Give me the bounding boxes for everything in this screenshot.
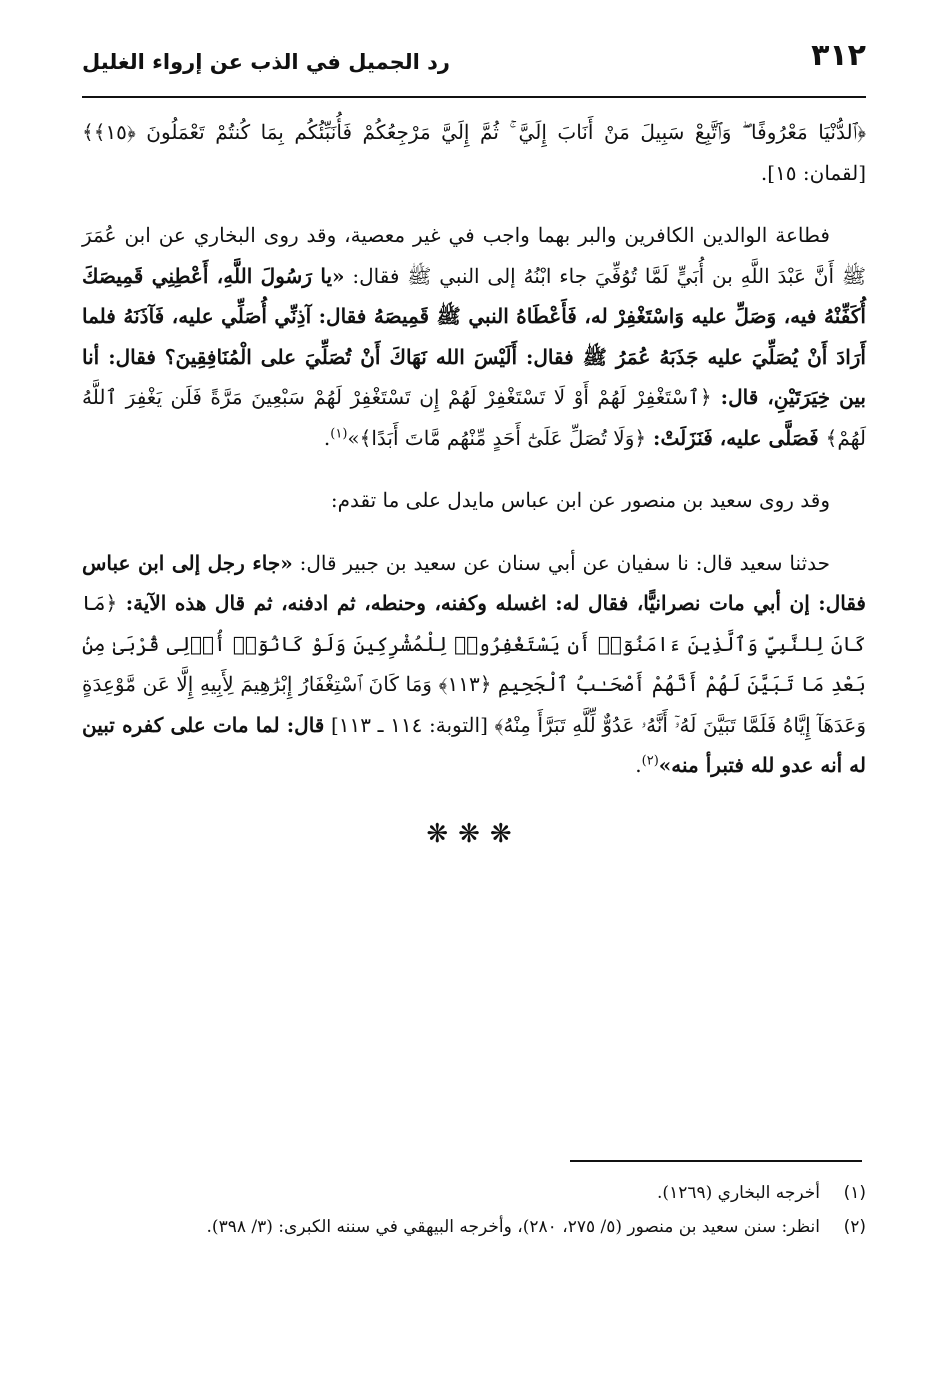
footnotes: [82, 1178, 866, 1246]
header-rule: [82, 96, 866, 98]
hadith-text: فَصَلَّى عليه، فَنَزَلَتْ:: [646, 425, 826, 450]
quran-verse: ﴿ٱسْتَغْفِرْ لَهُمْ أَوْ لَا تَسْتَغْفِرْ لَهُمْ إِن تَسْتَغْفِرْ لَهُمْ سَبْعِينَ مَرَّةً فَلَن يَغْفِرَ ٱللَّهُ لَهُمْ﴾: [82, 385, 866, 450]
section-ornament-icon: ❋❋❋: [426, 818, 522, 849]
paragraph-text: فطاعة الوالدين الكافرين والبر بهما واجب في غير معصية، وقد روى البخاري عن ابن عُمَرَ ﷺ أَنَّ عَبْدَ اللَّهِ بن أُبَيٍّ لَمَّا تُوُفِّيَ جاء ابْنُهُ إلى النبي ﷺ فقال:: [82, 223, 866, 288]
paragraph-isnad: [82, 543, 866, 786]
paragraph-verse-continuation: [82, 112, 866, 193]
quote-close: »: [347, 425, 360, 450]
paragraph-said-ibn-mansur: وقد روى سعيد بن منصور عن ابن عباس مايدل على ما تقدم:: [330, 488, 830, 512]
footnote-number: (٢): [843, 1217, 866, 1237]
sentence-end: .: [323, 425, 331, 450]
footnote-rule: [570, 1160, 862, 1162]
footnote-item: [82, 1178, 866, 1208]
footnote-marker: (٢): [641, 753, 659, 769]
quran-verse: ﴿مَا كَانَ لِلنَّبِيِّ وَٱلَّذِينَ ءَامَنُوٓا۟ أَن يَسْتَغْفِرُوا۟ لِلْمُشْرِكِينَ وَلَوْ كَانُوٓا۟ أُو۟لِى قُرْبَىٰ مِنۢ بَعْدِ مَا تَبَيَّنَ لَهُمْ أَنَّهُمْ أَصْحَـٰبُ ٱلْجَحِيمِ ﴿١١٣﴾ وَمَا كَانَ ٱسْتِغْفَارُ إِبْرَٰهِيمَ لِأَبِيهِ إِلَّا عَن مَّوْعِدَةٍ وَعَدَهَآ إِيَّاهُ فَلَمَّا تَبَيَّنَ لَهُۥٓ أَنَّهُۥ عَدُوٌّ لِّلَّهِ تَبَرَّأَ مِنْهُ﴾: [82, 591, 866, 737]
footnote-item: [82, 1212, 866, 1242]
running-title: رد الجميل في الذب عن إرواء الغليل: [82, 50, 451, 74]
hadith-text: قال: لما مات على كفره تبين له أنه عدو لله فتبرأ منه»: [82, 712, 866, 777]
verse-reference: [التوبة: ١١٤ ـ ١١٣]: [324, 712, 495, 737]
page-header: [82, 38, 866, 88]
footnote-number: (١): [843, 1183, 866, 1203]
quran-verse: ﴿ٱلدُّنْيَا مَعْرُوفًا ۖ وَٱتَّبِعْ سَبِيلَ مَنْ أَنَابَ إِلَيَّ ۚ ثُمَّ إِلَيَّ مَرْجِعُكُمْ فَأُنَبِّئُكُم بِمَا كُنتُمْ تَعْمَلُونَ ﴿١٥﴾﴾: [82, 120, 866, 144]
paragraph-hadith-bukhari: [82, 215, 866, 458]
hadith-text: «يا رَسُولَ اللَّهِ، أَعْطِنِي قَمِيصَكَ أُكَفِّنْهُ فيه، وَصَلِّ عليه وَاسْتَغْفِرْ له، فَأَعْطَاهُ النبي ﷺ قَمِيصَهُ فقال: آذِنِّي أُصَلِّي عليه، فَآذَنَهُ فلما أَرَادَ أَنْ يُصَلِّيَ عليه جَذَبَهُ عُمَرُ ﷺ فقال: أَلَيْسَ الله نَهَاكَ أَنْ تُصَلِّيَ على الْمُنَافِقِينَ؟ فقال: أنا بين خِيَرَتَيْنِ، قال:: [82, 263, 866, 409]
quran-verse: ﴿وَلَا تُصَلِّ عَلَىٰٓ أَحَدٍ مِّنْهُم مَّاتَ أَبَدًا﴾: [359, 425, 647, 450]
footnote-text: أخرجه البخاري (١٢٦٩).: [657, 1183, 820, 1203]
footnote-text: انظر: سنن سعيد بن منصور (٥/ ٢٧٥، ٢٨٠)، وأخرجه البيهقي في سننه الكبرى: (٣/ ٣٩٨).: [206, 1217, 820, 1237]
verse-reference: [لقمان: ١٥].: [760, 160, 866, 185]
hadith-text: «جاء رجل إلى ابن عباس فقال: إن أبي مات نصرانيًّا، فقال له: اغسله وكفنه، وحنطه، ثم ادفنه، ثم قال هذه الآية:: [82, 550, 866, 615]
sentence-end: .: [635, 753, 642, 777]
page-number: ٣١٢: [811, 38, 866, 73]
footnote-marker: (١): [330, 425, 348, 441]
main-text: [82, 112, 866, 854]
paragraph-text: حدثنا سعيد قال: نا سفيان عن أبي سنان عن سعيد بن جبير قال:: [292, 550, 830, 575]
